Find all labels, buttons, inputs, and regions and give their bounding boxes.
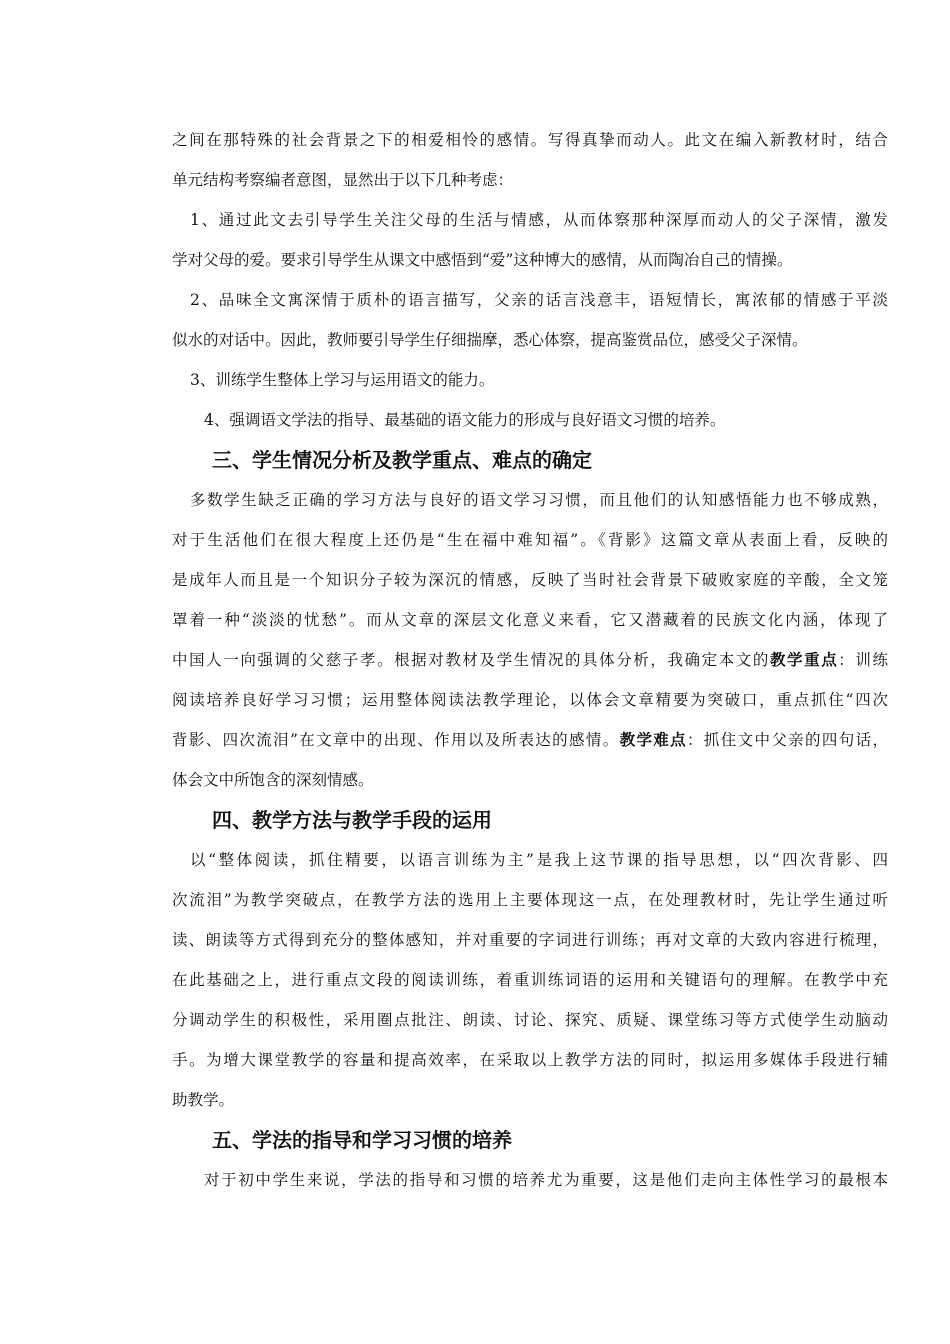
paragraph-line: 体会文中所饱含的深刻情感。 bbox=[172, 771, 374, 789]
paragraph-line bbox=[172, 640, 888, 680]
paragraph-line: 助教学。 bbox=[172, 1091, 235, 1109]
list-item-4: 4、强调语文学法的指导、最基础的语文能力的形成与良好语文习惯的培养。 bbox=[204, 411, 726, 429]
paragraph-line: 对于生活他们在很大程度上还仍是“生在福中难知福”。《背影》这篇文章从表面上看，反映的 bbox=[172, 531, 888, 549]
paragraph-line: 以“整体阅读，抓住精要，以语言训练为主”是我上这节课的指导思想，以“四次背影、四 bbox=[190, 851, 888, 869]
paragraph-line: 阅读培养良好学习习惯；运用整体阅读法教学理论，以体会文章精要为突破口，重点抓住“四次 bbox=[172, 691, 888, 709]
paragraph-line: 手。为增大课堂教学的容量和提高效率，在采取以上教学方法的同时，拟运用多媒体手段进行辅 bbox=[172, 1051, 888, 1069]
paragraph-line: 次流泪”为教学突破点，在教学方法的选用上主要体现这一点，在处理教材时，先让学生通过听 bbox=[172, 891, 888, 909]
paragraph-line: 多数学生缺乏正确的学习方法与良好的语文学习习惯，而且他们的认知感悟能力也不够成熟， bbox=[190, 491, 888, 509]
list-item-1: 1、通过此文去引导学生关注父母的生活与情感，从而体察那种深厚而动人的父子深情，激发 bbox=[190, 211, 888, 229]
paragraph-line: 对于初中学生来说，学法的指导和习惯的培养尤为重要，这是他们走向主体性学习的最根本 bbox=[204, 1171, 888, 1189]
text-line: 之间在那特殊的社会背景之下的相爱相怜的感情。写得真挚而动人。此文在编入新教材时，结合 bbox=[172, 131, 888, 149]
text-span: ：抓住文中父亲的四句话， bbox=[687, 731, 888, 749]
text-span: 背影、四次流泪”在文章中的出现、作用以及所表达的感情。 bbox=[172, 731, 620, 749]
paragraph-line: 分调动学生的积极性，采用圈点批注、朗读、讨论、探究、质疑、课堂练习等方式使学生动脑动 bbox=[172, 1011, 888, 1029]
text-span: 中国人一向强调的父慈子孝。根据对教材及学生情况的具体分析，我确定本文的 bbox=[172, 651, 770, 669]
document-body bbox=[172, 120, 888, 1200]
section-heading-3: 三、学生情况分析及教学重点、难点的确定 bbox=[212, 448, 592, 472]
paragraph-line: 罩着一种“淡淡的忧愁”。而从文章的深层文化意义来看，它又潜藏着的民族文化内涵，体现了 bbox=[172, 611, 888, 629]
paragraph-line: 在此基础之上，进行重点文段的阅读训练，着重训练词语的运用和关键语句的理解。在教学中充 bbox=[172, 971, 888, 989]
text-line: 学对父母的爱。要求引导学生从课文中感悟到“爱”这种博大的感情，从而陶冶自己的情操。 bbox=[172, 251, 793, 269]
text-line: 单元结构考察编者意图，显然出于以下几种考虑： bbox=[172, 171, 514, 189]
section-heading-4: 四、教学方法与教学手段的运用 bbox=[212, 808, 492, 832]
text-line: 似水的对话中。因此，教师要引导学生仔细揣摩，悉心体察，提高鉴赏品位，感受父子深情。 bbox=[172, 331, 808, 349]
teaching-difficulty-label: 教学难点 bbox=[619, 731, 688, 749]
teaching-focus-label: 教学重点 bbox=[769, 651, 839, 669]
list-item-3: 3、训练学生整体上学习与运用语文的能力。 bbox=[190, 371, 495, 389]
paragraph-line bbox=[172, 720, 888, 760]
paragraph-line: 读、朗读等方式得到充分的整体感知，并对重要的字词进行训练；再对文章的大致内容进行梳理， bbox=[172, 931, 888, 949]
text-span: ：训练 bbox=[838, 651, 888, 669]
list-item-2: 2、品味全文寓深情于质朴的语言描写，父亲的话言浅意丰，语短情长，寓浓郁的情感于平淡 bbox=[190, 291, 888, 309]
section-heading-5: 五、学法的指导和学习习惯的培养 bbox=[212, 1128, 512, 1152]
paragraph-line: 是成年人而且是一个知识分子较为深沉的情感，反映了当时社会背景下破败家庭的辛酸，全文笼 bbox=[172, 571, 888, 589]
